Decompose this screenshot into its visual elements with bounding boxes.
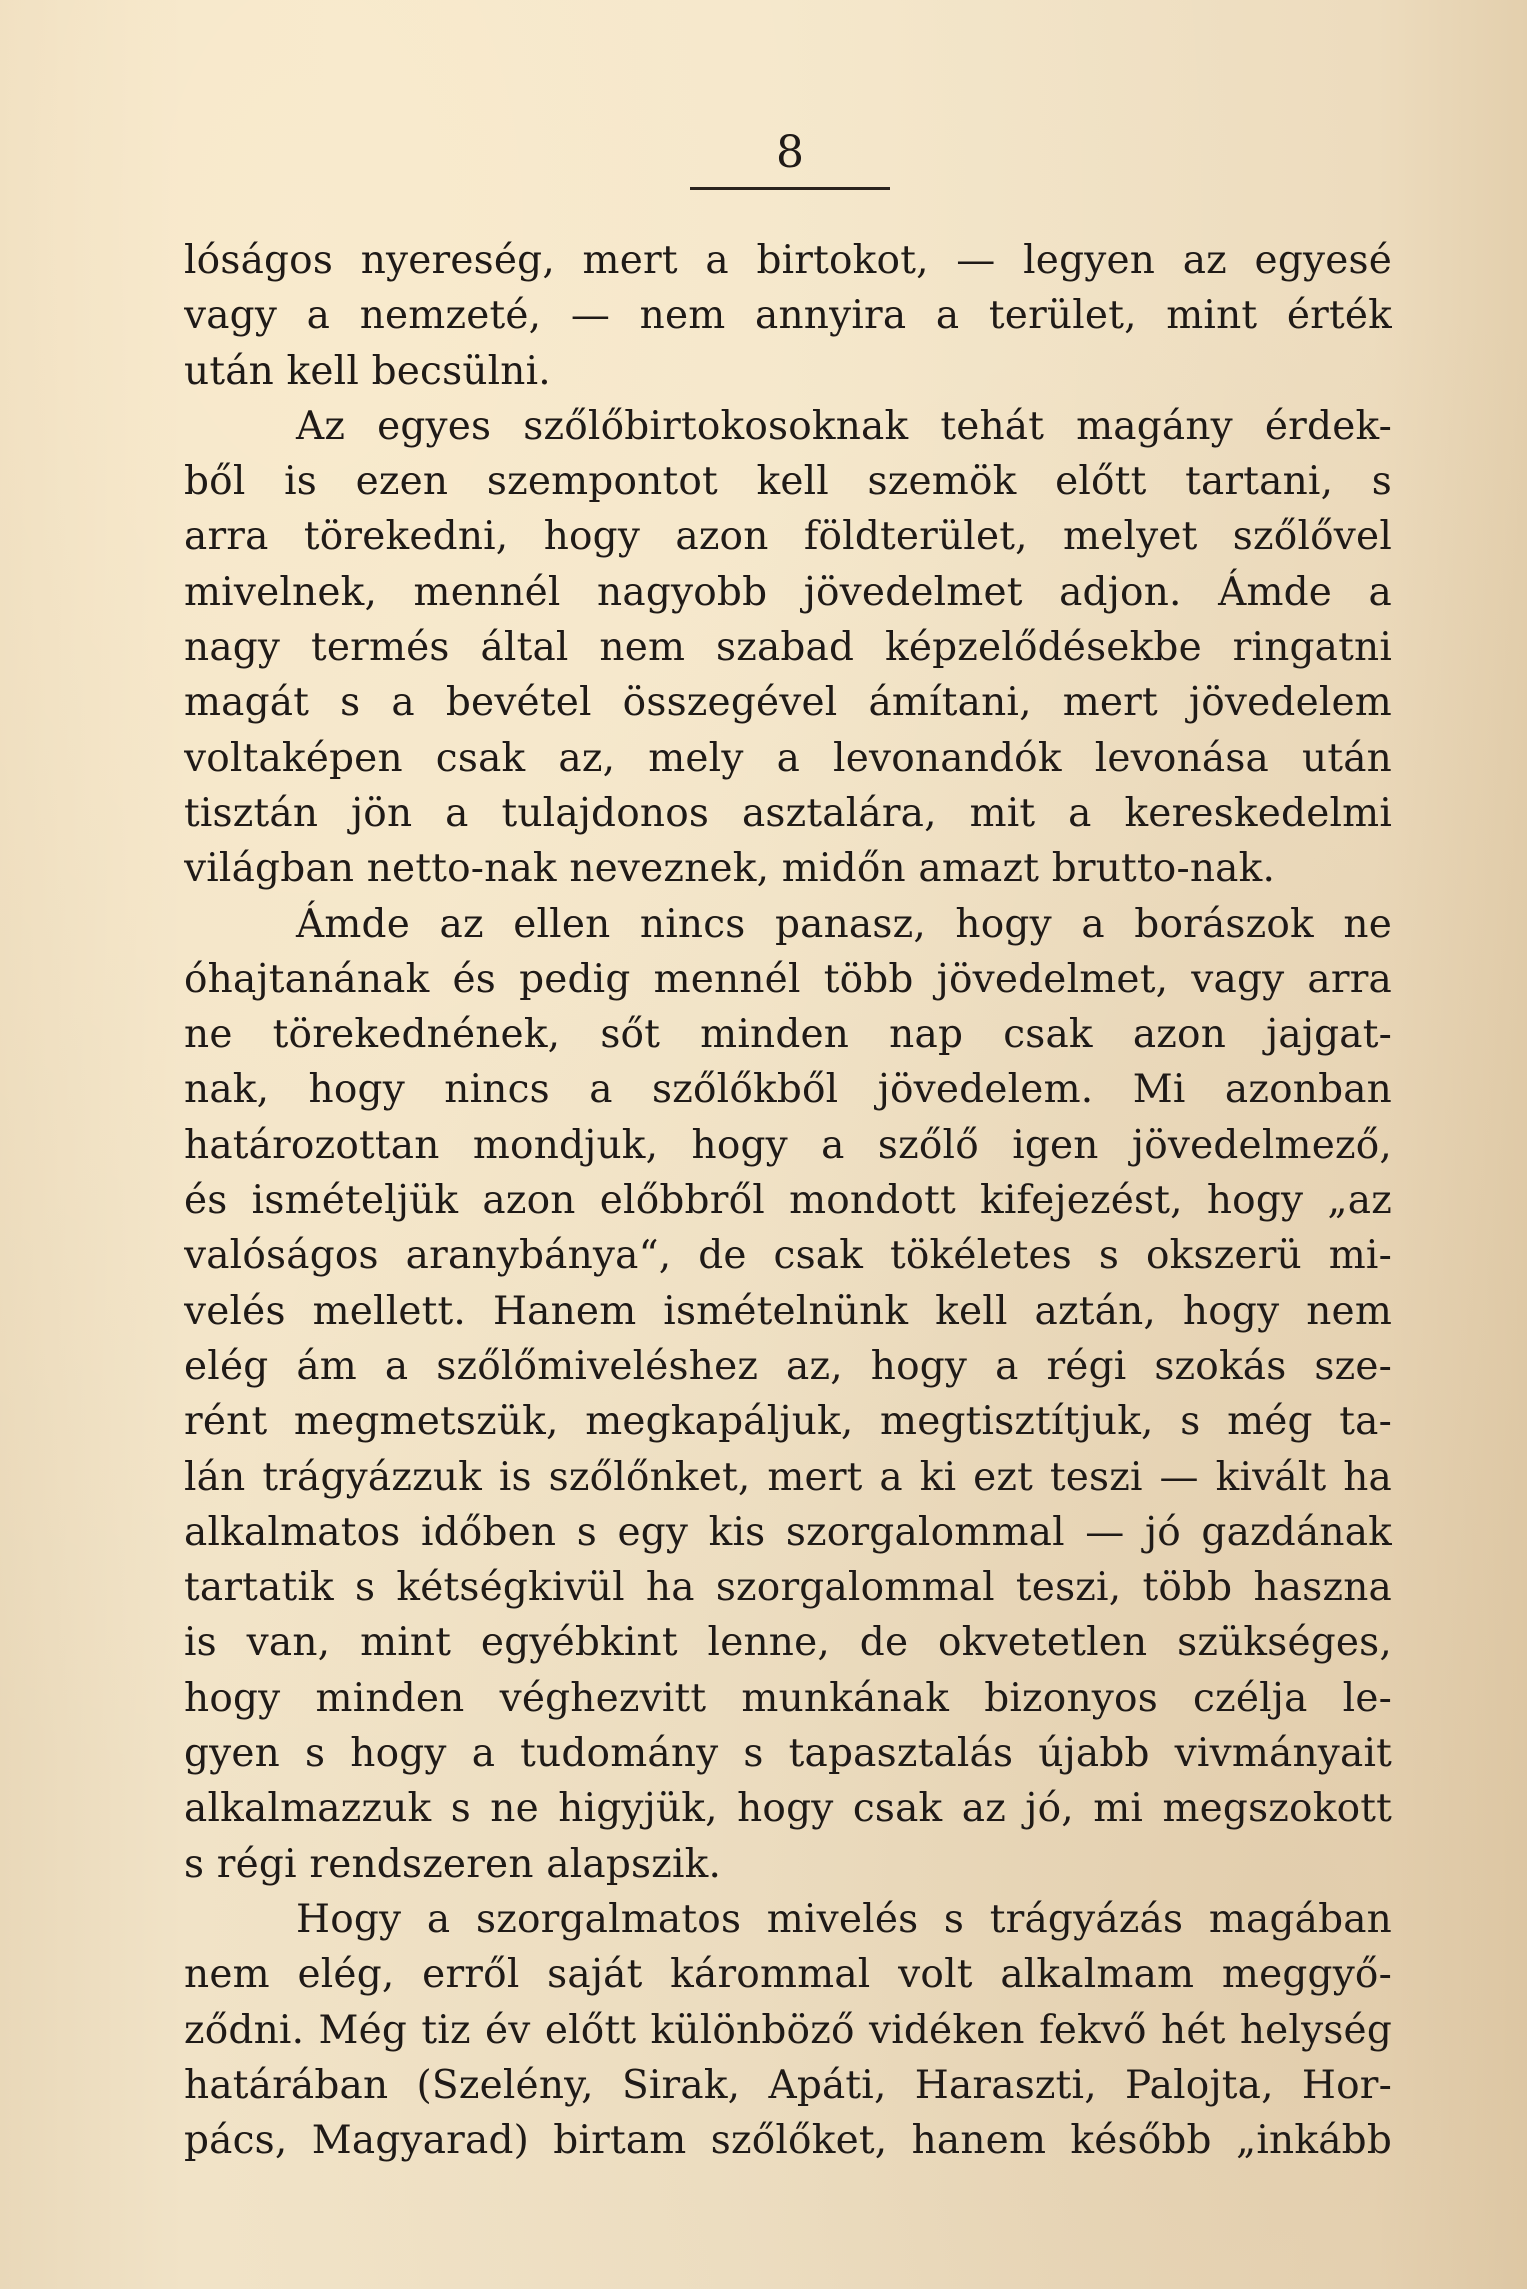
text-line: pács, Magyarad) birtam szőlőket, hanem később „inkább: [184, 2118, 1392, 2164]
text-line: tartatik s kétségkivül ha szorgalommal teszi, több haszna: [184, 1565, 1392, 1611]
text-line: tisztán jön a tulajdonos asztalára, mit a kereskedelmi: [184, 790, 1392, 836]
text-line: alkalmatos időben s egy kis szorgalommal — jó gazdának: [184, 1509, 1392, 1555]
text-line: határában (Szelény, Sirak, Apáti, Haraszti, Palojta, Hor-: [184, 2062, 1392, 2108]
text-line: magát s a bevétel összegével ámítani, mert jövedelem: [184, 680, 1392, 726]
text-line: Hogy a szorgalmatos mivelés s trágyázás magában: [296, 1896, 1392, 1942]
header-rule: [690, 187, 890, 190]
text-line: ből is ezen szempontot kell szemök előtt tartani, s: [184, 459, 1392, 505]
text-line: lán trágyázzuk is szőlőnket, mert a ki ezt teszi — kivált ha: [184, 1454, 1392, 1500]
text-line: voltaképen csak az, mely a levonandók levonása után: [184, 735, 1392, 781]
text-line: után kell becsülni.: [184, 348, 551, 394]
page-number: 8: [776, 127, 804, 178]
text-line: rént megmetszük, megkapáljuk, megtisztítjuk, s még ta-: [184, 1399, 1392, 1445]
text-line: vagy a nemzeté, — nem annyira a terület, mint érték: [184, 293, 1392, 339]
text-line: gyen s hogy a tudomány s tapasztalás újabb vivmányait: [184, 1731, 1392, 1777]
text-line: elég ám a szőlőmiveléshez az, hogy a régi szokás sze-: [184, 1343, 1392, 1389]
text-line: mivelnek, mennél nagyobb jövedelmet adjon. Ámde a: [184, 569, 1392, 615]
text-line: határozottan mondjuk, hogy a szőlő igen jövedelmező,: [184, 1122, 1392, 1168]
text-line: hogy minden véghezvitt munkának bizonyos czélja le-: [184, 1675, 1392, 1721]
text-line: és ismételjük azon előbbről mondott kifejezést, hogy „az: [184, 1178, 1392, 1224]
text-line: Az egyes szőlőbirtokosoknak tehát magány érdek-: [296, 403, 1392, 449]
text-line: ződni. Még tiz év előtt különböző vidéken fekvő hét helység: [184, 2007, 1392, 2053]
body-text: [184, 233, 1392, 2168]
text-line: nak, hogy nincs a szőlőkből jövedelem. Mi azonban: [184, 1067, 1392, 1113]
text-line: ne törekednének, sőt minden nap csak azon jajgat-: [184, 1012, 1392, 1058]
text-line: világban netto-nak neveznek, midőn amazt brutto-nak.: [184, 846, 1276, 892]
text-line: óhajtanának és pedig mennél több jövedelmet, vagy arra: [184, 956, 1392, 1002]
text-line: nem elég, erről saját kárommal volt alkalmam meggyő-: [184, 1952, 1392, 1998]
text-line: valóságos aranybánya“, de csak tökéletes s okszerü mi-: [184, 1233, 1392, 1279]
text-line: Ámde az ellen nincs panasz, hogy a borászok ne: [296, 901, 1392, 947]
text-line: lóságos nyereség, mert a birtokot, — legyen az egyesé: [184, 238, 1392, 283]
text-line: velés mellett. Hanem ismételnünk kell aztán, hogy nem: [184, 1288, 1392, 1334]
text-line: alkalmazzuk s ne higyjük, hogy csak az jó, mi megszokott: [184, 1786, 1392, 1832]
text-line: nagy termés által nem szabad képzelődésekbe ringatni: [184, 625, 1392, 671]
text-line: arra törekedni, hogy azon földterület, melyet szőlővel: [184, 514, 1392, 560]
text-line: is van, mint egyébkint lenne, de okvetetlen szükséges,: [184, 1620, 1392, 1666]
text-line: s régi rendszeren alapszik.: [184, 1841, 722, 1887]
